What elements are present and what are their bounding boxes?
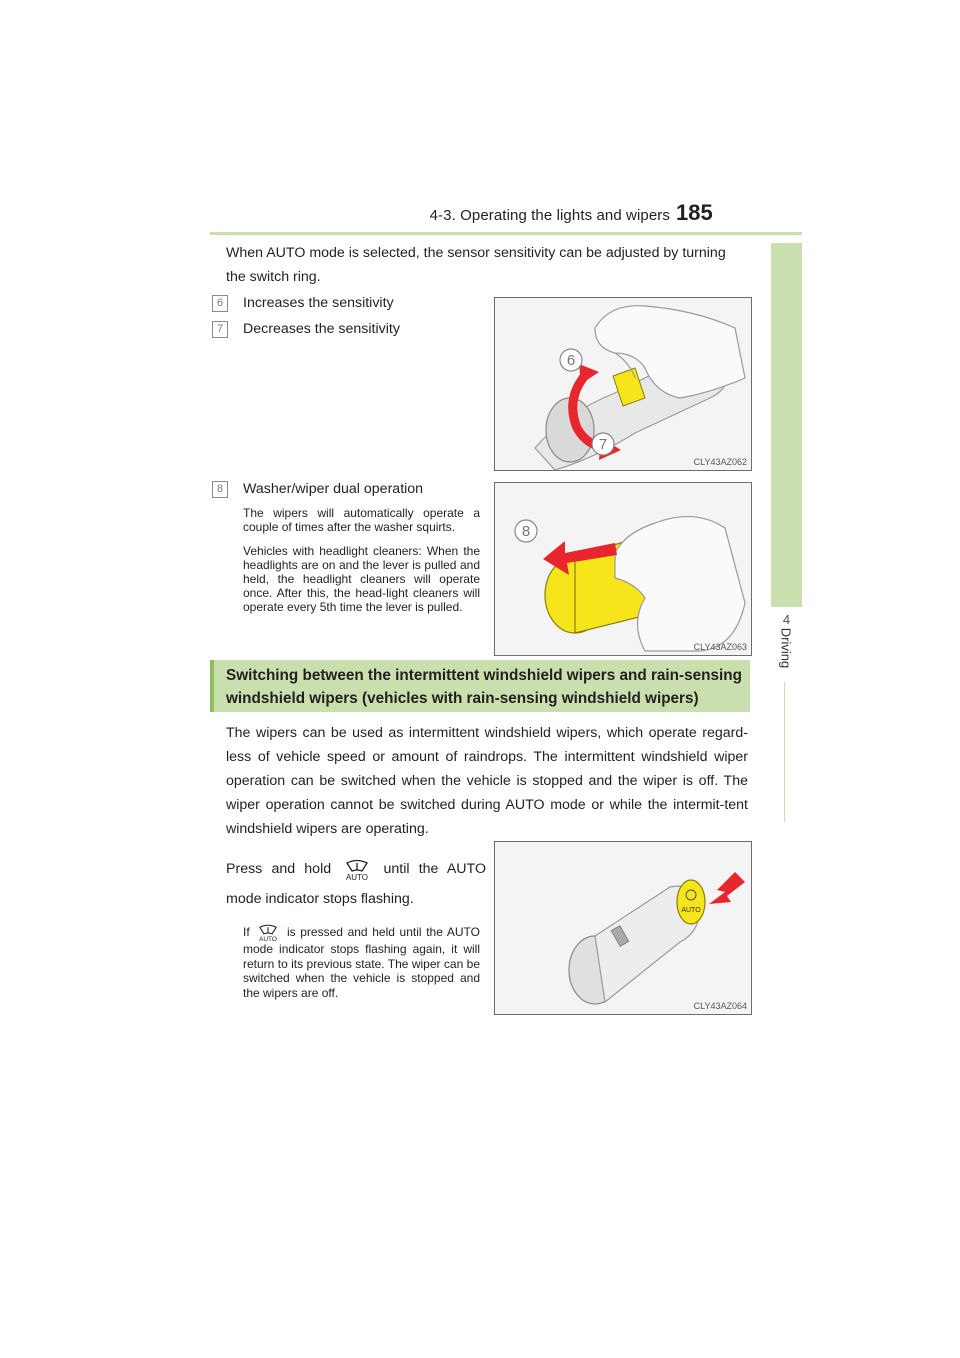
washer-illustration xyxy=(495,483,751,655)
figure-switch-ring xyxy=(494,297,752,471)
header-rule xyxy=(210,232,802,235)
section-body: The wipers can be used as intermittent windshield wipers, which operate regard-less of vehicle speed or amount of raindrops. The intermittent windshield wiper operation can be switched when the vehicle is stopped and the wiper is off. The wiper operation cannot be switched during AUTO mode or while the intermit-tent windshield wipers are operating. xyxy=(226,725,748,837)
auto-wiper-small-icon xyxy=(254,924,282,942)
marker-7: 7 xyxy=(212,321,228,338)
figure2-code: CLY43AZ063 xyxy=(693,642,747,652)
press-note-2: is pressed and held until the AUTO mode indicator stops flashing again, it will return to its previous state. The wiper can be switched when the vehicle is stopped and the wipers are off. xyxy=(243,925,480,1000)
chapter-tab-label: Driving xyxy=(778,627,794,669)
figure3-code: CLY43AZ064 xyxy=(693,1001,747,1011)
chapter-tab-label-wrap xyxy=(768,618,804,678)
fig1-label-6: 6 xyxy=(566,352,576,369)
marker-6: 6 xyxy=(212,295,228,312)
press-text-2: until the AUTO mode indicator stops flashing. xyxy=(226,861,486,907)
auto-icon-label: AUTO xyxy=(346,873,369,882)
section-header: 4-3. Operating the lights and wipers xyxy=(429,207,670,224)
fig2-label-8: 8 xyxy=(521,523,531,540)
auto-wiper-icon xyxy=(340,859,374,882)
press-note xyxy=(243,924,480,1000)
press-text-1: Press and hold xyxy=(226,861,332,877)
auto-button-illustration xyxy=(495,842,751,1014)
intro-paragraph: When AUTO mode is selected, the sensor sensitivity can be adjusted by turning the switch ring. xyxy=(226,245,726,285)
decrease-sensitivity-text: Decreases the sensitivity xyxy=(243,321,400,337)
marker-8: 8 xyxy=(212,481,228,498)
press-note-1: If xyxy=(243,925,250,940)
chapter-tab-number: 4 xyxy=(782,612,791,627)
page-number: 185 xyxy=(676,200,713,225)
washer-note-1: The wipers will automatically operate a couple of times after the washer squirts. xyxy=(243,506,480,534)
washer-title: Washer/wiper dual operation xyxy=(243,481,424,497)
switch-ring-illustration xyxy=(495,298,751,470)
washer-note-2: Vehicles with headlight cleaners: When the headlights are on and the lever is pulled and held, the headlight cleaners will operate once. After this, the head-light cleaners will operate every 5th time the lever is pulled. xyxy=(243,544,480,614)
increase-sensitivity-text: Increases the sensitivity xyxy=(243,295,394,311)
figure-washer-operation xyxy=(494,482,752,656)
chapter-tab xyxy=(771,243,802,607)
press-instruction xyxy=(226,854,486,914)
fig1-label-7: 7 xyxy=(598,436,608,453)
figure-auto-button xyxy=(494,841,752,1015)
auto-small-icon-label: AUTO xyxy=(259,936,278,942)
fig3-auto-label: AUTO xyxy=(681,907,701,914)
side-rule xyxy=(784,682,785,822)
figure1-code: CLY43AZ062 xyxy=(693,457,747,467)
section-heading: Switching between the intermittent windshield wipers and rain-sensing windshield wipers (vehicles with rain-sensing windshield wipers) xyxy=(226,667,742,707)
